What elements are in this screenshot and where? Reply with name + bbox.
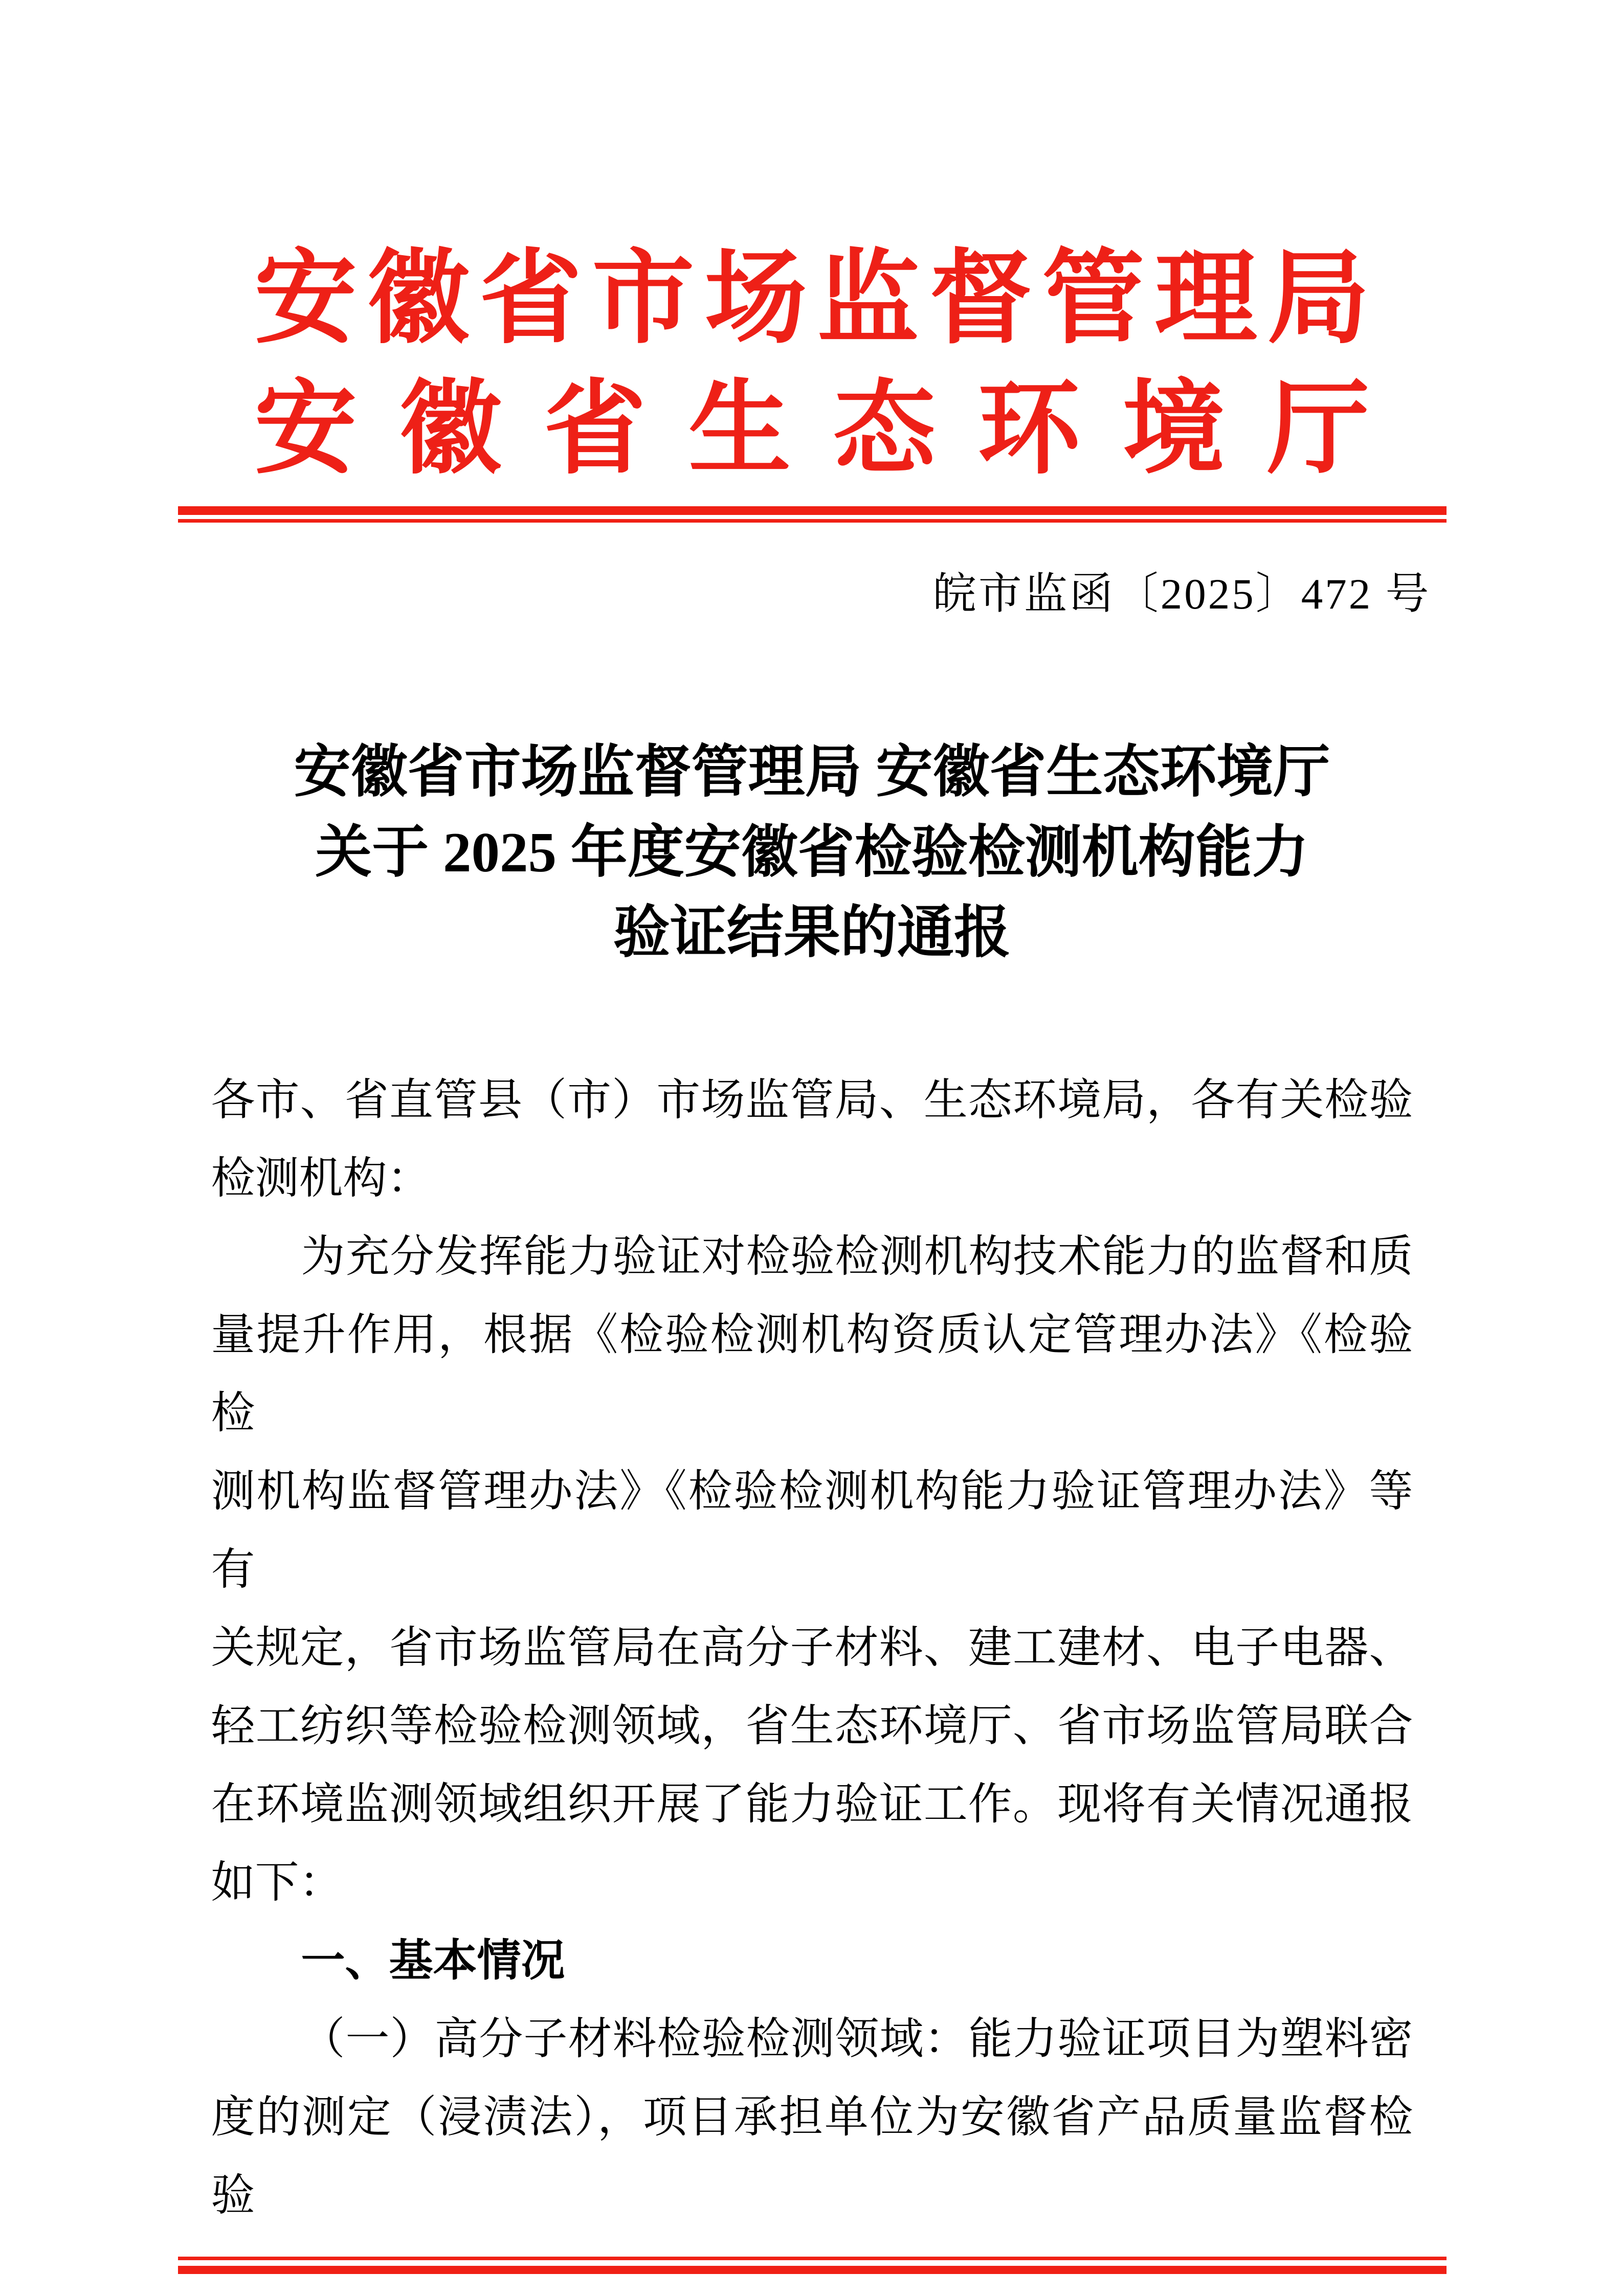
document-title [0, 732, 1624, 973]
red-rule-thin-bottom [178, 2257, 1447, 2260]
body-line: 量提升作用，根据《检验检测机构资质认定管理办法》《检验检 [211, 1310, 1413, 1437]
letterhead [255, 234, 1370, 495]
red-rule-thin-top [178, 519, 1447, 523]
letterhead-org-line-2: 安徽省生态环境厅 [254, 373, 1370, 486]
red-rule-thick-top [178, 506, 1447, 515]
body-line: 如下： [211, 1858, 343, 1907]
red-rule-gap-top [178, 515, 1447, 519]
red-divider-bottom [178, 2257, 1447, 2274]
body-line: 检测机构： [211, 1154, 431, 1203]
title-line-2: 关于 2025 年度安徽省检验检测机构能力 [315, 821, 1309, 884]
red-rule-thick-bottom [178, 2266, 1447, 2274]
red-rule-gap-bottom [178, 2260, 1447, 2266]
title-line-3: 验证结果的通报 [613, 902, 1011, 964]
body-line: 为充分发挥能力验证对检验检测机构技术能力的监督和质 [301, 1232, 1413, 1281]
document-body [211, 1061, 1413, 2235]
doc-number: 皖市监函〔2025〕472 号 [932, 570, 1431, 618]
body-line: 轻工纺织等检验检测领域，省生态环境厅、省市场监管局联合 [211, 1701, 1413, 1750]
body-line: 在环境监测领域组织开展了能力验证工作。现将有关情况通报 [211, 1780, 1413, 1829]
body-line: 各市、省直管县（市）市场监管局、生态环境局，各有关检验 [211, 1075, 1413, 1124]
body-line: （一）高分子材料检验检测领域：能力验证项目为塑料密 [301, 2014, 1413, 2063]
letterhead-org-line-1: 安徽省市场监督管理局 [254, 243, 1370, 356]
title-line-1: 安徽省市场监督管理局 安徽省生态环境厅 [294, 741, 1330, 804]
body-line: 关规定，省市场监管局在高分子材料、建工建材、电子电器、 [211, 1623, 1413, 1672]
body-line: 测机构监督管理办法》《检验检测机构能力验证管理办法》等有 [211, 1467, 1413, 1594]
red-divider-top [178, 506, 1447, 523]
body-line: 度的测定（浸渍法），项目承担单位为安徽省产品质量监督检验 [211, 2092, 1413, 2220]
section-heading-basic-situation: 一、基本情况 [301, 1936, 565, 1985]
